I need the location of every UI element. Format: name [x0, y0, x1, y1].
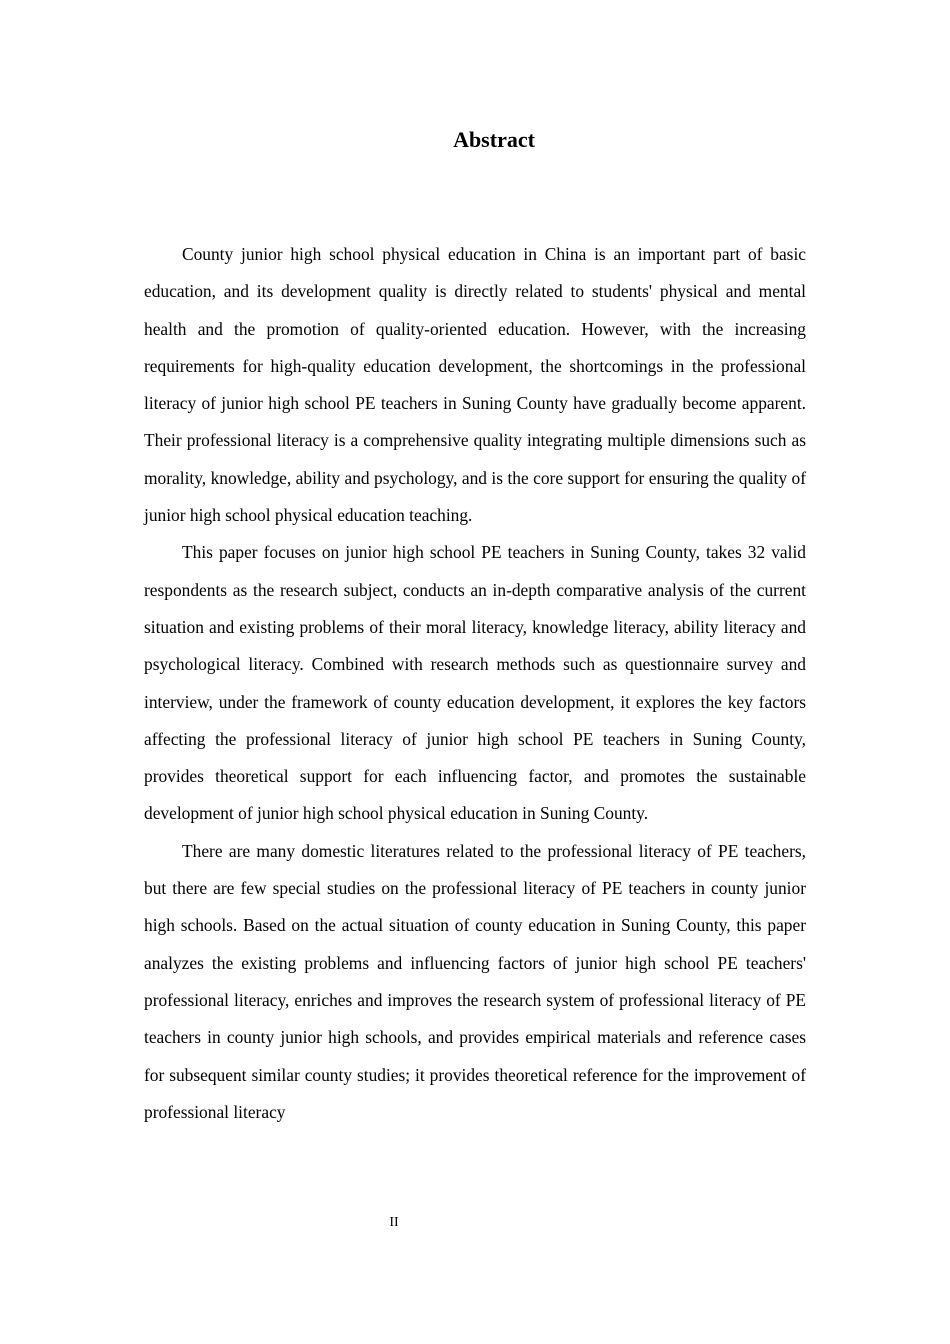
- abstract-title: Abstract: [453, 127, 535, 152]
- abstract-paragraph-1: County junior high school physical education in China is an important part of basic education, and its development quality is directly related to students' physical and mental health and the promotion of quality-oriented education. However, with the increasing requirements for high-quality education development, the shortcomings in the professional literacy of junior high school PE teachers in Suning County have gradually become apparent. Their professional literacy is a comprehensive quality integrating multiple dimensions such as morality, knowledge, ability and psychology, and is the core support for ensuring the quality of junior high school physical education teaching.: [144, 244, 806, 526]
- abstract-body: [144, 236, 806, 1131]
- abstract-paragraph-2: This paper focuses on junior high school PE teachers in Suning County, takes 32 valid respondents as the research subject, conducts an in-depth comparative analysis of the current situation and existing problems of their moral literacy, knowledge literacy, ability literacy and psychological literacy. Combined with research methods such as questionnaire survey and interview, under the framework of county education development, it explores the key factors affecting the professional literacy of junior high school PE teachers in Suning County, provides theoretical support for each influencing factor, and promotes the sustainable development of junior high school physical education in Suning County.: [144, 542, 806, 824]
- abstract-paragraph-3: There are many domestic literatures related to the professional literacy of PE teachers, but there are few special studies on the professional literacy of PE teachers in county junior high schools. Based on the actual situation of county education in Suning County, this paper analyzes the existing problems and influencing factors of junior high school PE teachers' professional literacy, enriches and improves the research system of professional literacy of PE teachers in county junior high schools, and provides empirical materials and reference cases for subsequent similar county studies; it provides theoretical reference for the improvement of professional literacy: [144, 840, 806, 1122]
- page-number: II: [389, 1215, 399, 1230]
